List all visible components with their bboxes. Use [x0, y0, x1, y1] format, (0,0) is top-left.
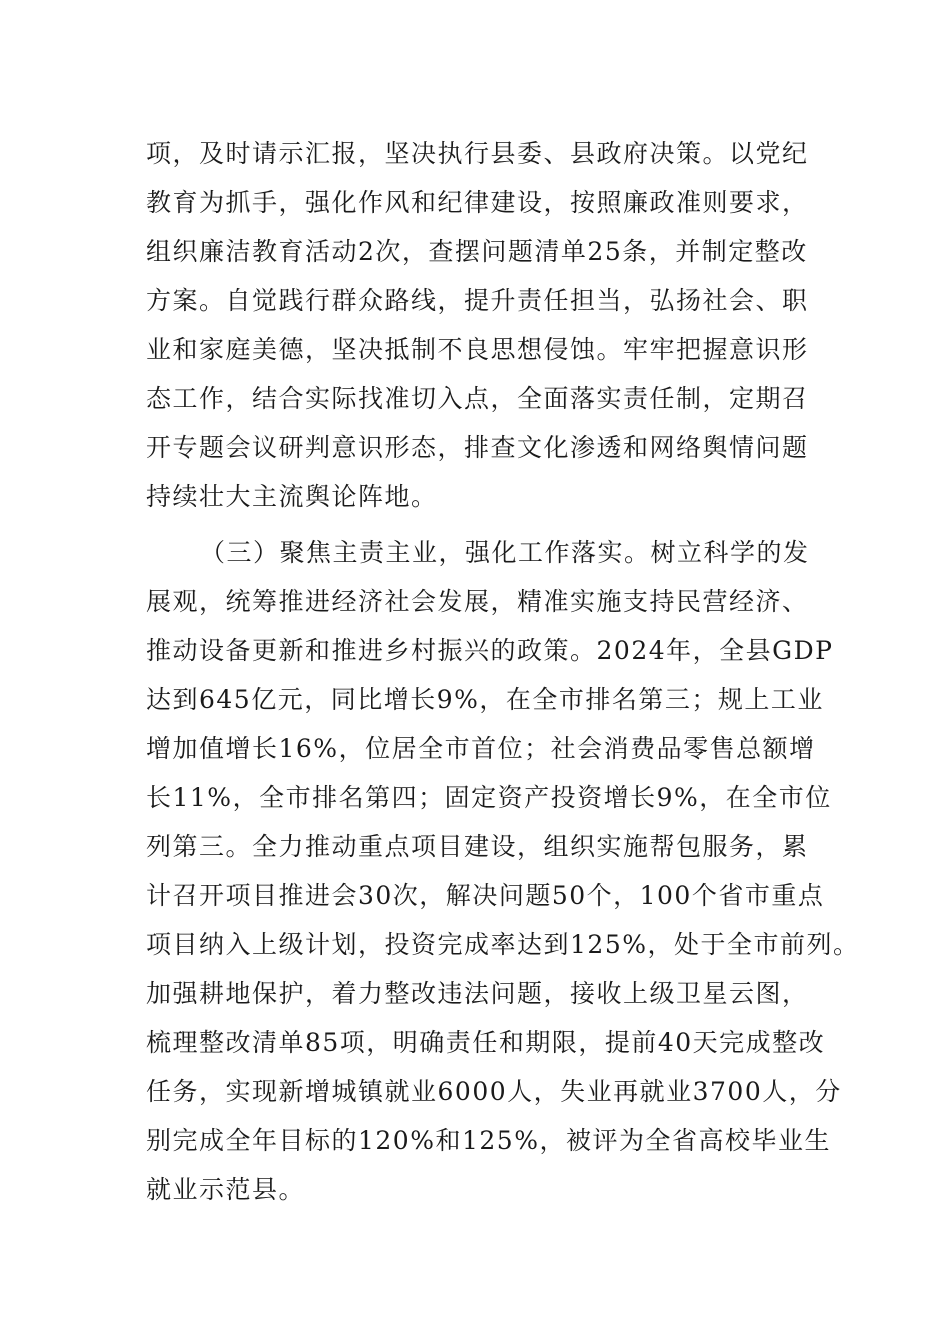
text-line: 持续壮大主流舆论阵地。 [146, 482, 438, 511]
text-line: 任务，实现新增城镇就业6000人，失业再就业3700人，分 [146, 1077, 842, 1106]
text-line: 态工作，结合实际找准切入点，全面落实责任制，定期召 [146, 384, 809, 413]
paragraph-work-implementation [146, 528, 860, 1214]
text-line: （三）聚焦主责主业，强化工作落实。树立科学的发 [200, 538, 810, 567]
text-line: 列第三。全力推动重点项目建设，组织实施帮包服务，累 [146, 832, 809, 861]
paragraph-party-discipline [146, 129, 816, 521]
text-line: 方案。自觉践行群众路线，提升责任担当，弘扬社会、职 [146, 286, 809, 315]
text-line: 梳理整改清单85项，明确责任和期限，提前40天完成整改 [146, 1028, 826, 1057]
text-line: 推动设备更新和推进乡村振兴的政策。2024年，全县GDP [146, 636, 834, 665]
text-line: 加强耕地保护，着力整改违法问题，接收上级卫星云图， [146, 979, 809, 1008]
text-line: 就业示范县。 [146, 1175, 306, 1204]
text-line: 教育为抓手，强化作风和纪律建设，按照廉政准则要求， [146, 188, 809, 217]
text-line: 增加值增长16%，位居全市首位；社会消费品零售总额增 [146, 734, 816, 763]
text-line: 别完成全年目标的120%和125%，被评为全省高校毕业生 [146, 1126, 831, 1155]
text-line: 项，及时请示汇报，坚决执行县委、县政府决策。以党纪 [146, 139, 809, 168]
text-line: 计召开项目推进会30次，解决问题50个，100个省市重点 [146, 881, 825, 910]
text-line: 开专题会议研判意识形态，排查文化渗透和网络舆情问题 [146, 433, 809, 462]
text-line: 业和家庭美德，坚决抵制不良思想侵蚀。牢牢把握意识形 [146, 335, 809, 364]
text-line: 项目纳入上级计划，投资完成率达到125%，处于全市前列。 [146, 930, 860, 959]
text-line: 展观，统筹推进经济社会发展，精准实施支持民营经济、 [146, 587, 809, 616]
text-line: 达到645亿元，同比增长9%，在全市排名第三；规上工业 [146, 685, 824, 714]
text-line: 组织廉洁教育活动2次，查摆问题清单25条，并制定整改 [146, 237, 808, 266]
text-line: 长11%，全市排名第四；固定资产投资增长9%，在全市位 [146, 783, 832, 812]
